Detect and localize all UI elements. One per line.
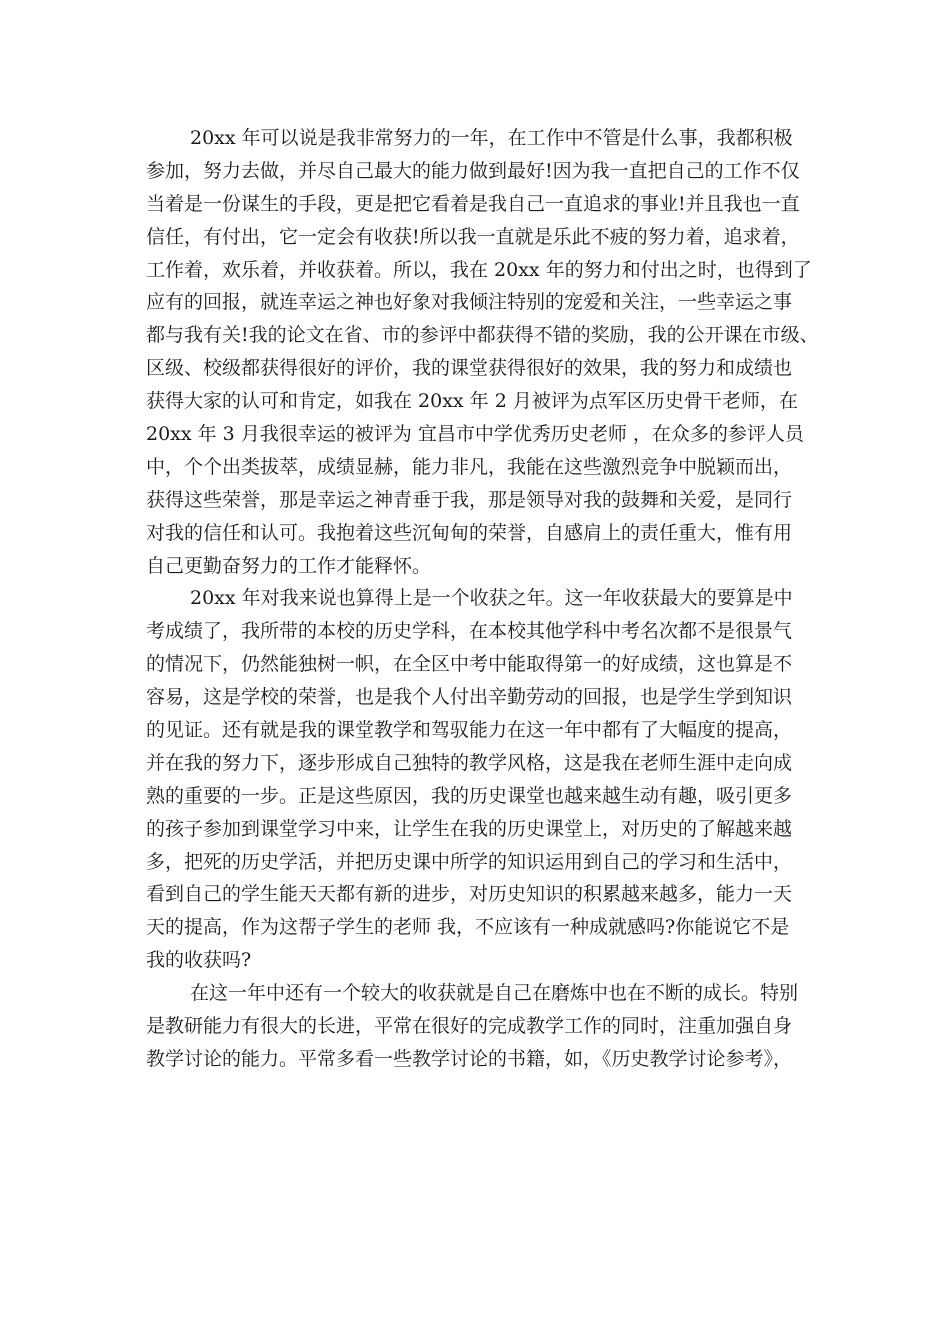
text-line: 容易，这是学校的荣誉，也是我个人付出辛勤劳动的回报，也是学生学到知识 xyxy=(146,686,793,709)
text-line: 20xx 年对我来说也算得上是一个收获之年。这一年收获最大的要算是中 xyxy=(190,587,793,610)
text-line: 工作着，欢乐着，并收获着。所以，我在 20xx 年的努力和付出之时，也得到了 xyxy=(146,258,812,281)
text-line: 20xx 年可以说是我非常努力的一年，在工作中不管是什么事，我都积极 xyxy=(190,127,793,149)
text-line: 应有的回报，就连幸运之神也好象对我倾注特别的宠爱和关注，一些幸运之事 xyxy=(146,291,793,314)
text-line: 参加，努力去做，并尽自己最大的能力做到最好!因为我一直把自己的工作不仅 xyxy=(146,159,800,182)
text-line: 熟的重要的一步。正是这些原因，我的历史课堂也越来越生动有趣，吸引更多 xyxy=(146,784,793,807)
text-line: 当着是一份谋生的手段，更是把它看着是我自己一直追求的事业!并且我也一直 xyxy=(146,192,800,215)
text-line: 信任，有付出，它一定会有收获!所以我一直就是乐此不疲的努力着，追求着， xyxy=(146,225,800,248)
text-line: 天的提高，作为这帮子学生的老师 我，不应该有一种成就感吗?你能说它不是 xyxy=(146,916,790,939)
document-body xyxy=(146,122,836,1076)
text-line: 在这一年中还有一个较大的收获就是自己在磨炼中也在不断的成长。特别 xyxy=(190,982,799,1005)
text-line: 自己更勤奋努力的工作才能释怀。 xyxy=(146,554,432,577)
paragraph xyxy=(146,582,836,977)
text-line: 教学讨论的能力。平常多看一些教学讨论的书籍，如，《历史教学讨论参考》， xyxy=(146,1047,793,1070)
paragraph xyxy=(146,122,836,582)
text-line: 的见证。还有就是我的课堂教学和驾驭能力在这一年中都有了大幅度的提高， xyxy=(146,719,793,742)
text-line: 看到自己的学生能天天都有新的进步，对历史知识的积累越来越多，能力一天 xyxy=(146,883,793,906)
paragraph xyxy=(146,977,836,1076)
text-line: 对我的信任和认可。我抱着这些沉甸甸的荣誉，自感肩上的责任重大，惟有用 xyxy=(146,521,793,544)
text-line: 区级、校级都获得很好的评价，我的课堂获得很好的效果，我的努力和成绩也 xyxy=(146,357,793,380)
text-line: 中，个个出类拔萃，成绩显赫，能力非凡，我能在这些激烈竞争中脱颖而出， xyxy=(146,455,793,478)
text-line: 获得这些荣誉，那是幸运之神青垂于我，那是领导对我的鼓舞和关爱，是同行 xyxy=(146,488,793,511)
text-line: 的孩子参加到课堂学习中来，让学生在我的历史课堂上，对历史的了解越来越 xyxy=(146,817,793,840)
text-line: 都与我有关!我的论文在省、市的参评中都获得不错的奖励，我的公开课在市级、 xyxy=(146,324,819,347)
text-line: 是教研能力有很大的长进，平常在很好的完成教学工作的同时，注重加强自身 xyxy=(146,1015,793,1038)
text-line: 考成绩了，我所带的本校的历史学科，在本校其他学科中考名次都不是很景气 xyxy=(146,620,793,643)
text-line: 我的收获吗? xyxy=(146,949,252,972)
text-line: 并在我的努力下，逐步形成自己独特的教学风格，这是我在老师生涯中走向成 xyxy=(146,751,793,774)
text-line: 获得大家的认可和肯定，如我在 20xx 年 2 月被评为点军区历史骨干老师，在 xyxy=(146,390,798,413)
text-line: 20xx 年 3 月我很幸运的被评为 宜昌市中学优秀历史老师 ，在众多的参评人员 xyxy=(146,423,804,446)
text-line: 的情况下，仍然能独树一帜，在全区中考中能取得第一的好成绩，这也算是不 xyxy=(146,653,793,676)
text-line: 多，把死的历史学活，并把历史课中所学的知识运用到自己的学习和生活中， xyxy=(146,850,793,873)
